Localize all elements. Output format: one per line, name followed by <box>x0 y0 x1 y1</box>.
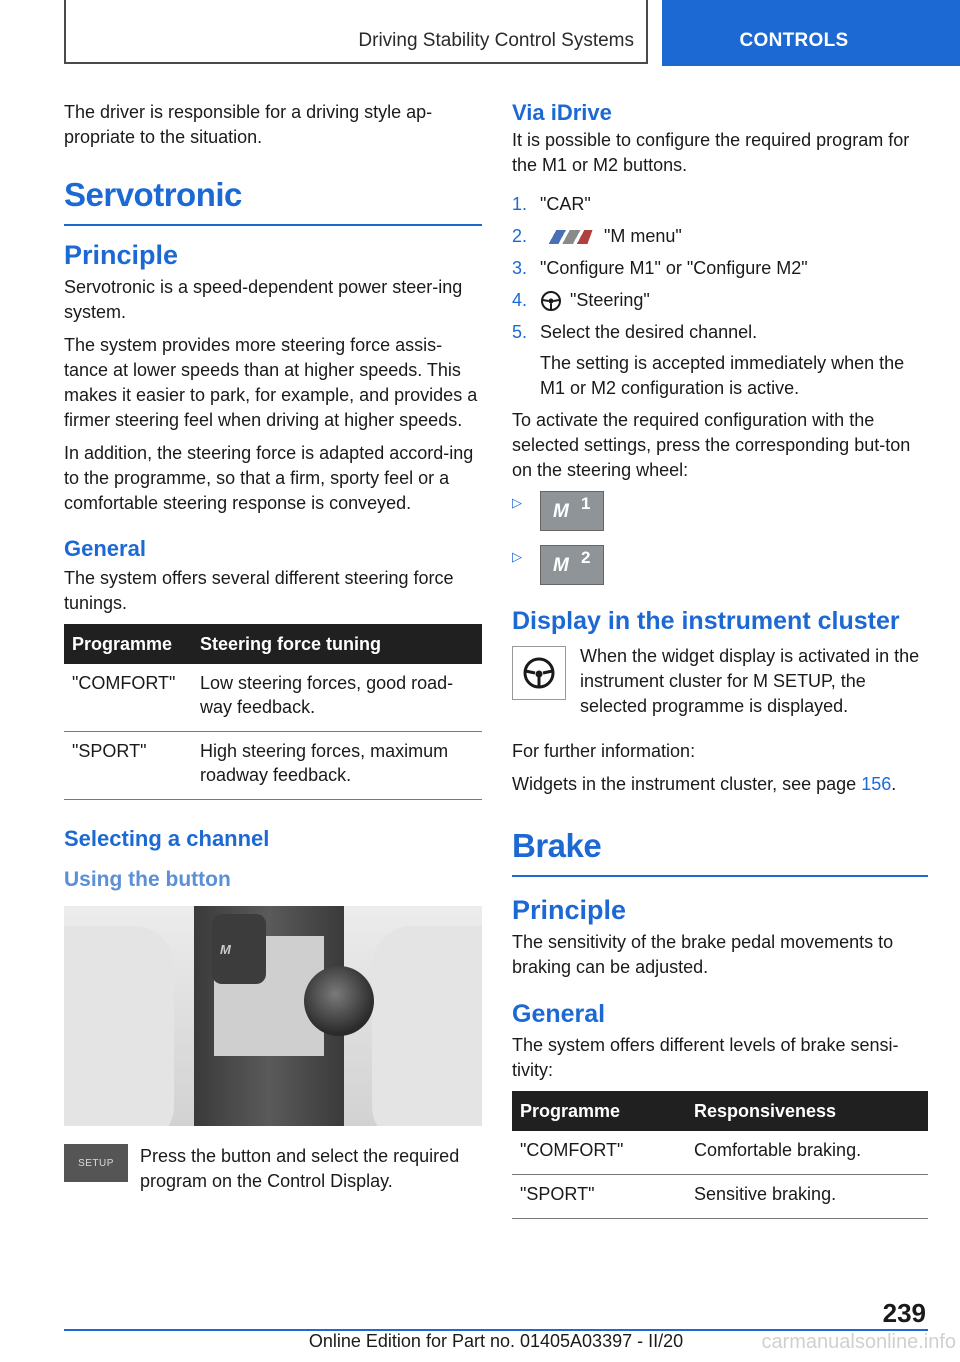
table-cell: Comfortable braking. <box>686 1131 928 1175</box>
m-button-list <box>512 491 928 585</box>
header-section-box <box>64 0 648 64</box>
photo-idrive-controller <box>304 966 374 1036</box>
heading-via-idrive: Via iDrive <box>512 100 612 125</box>
brake-responsiveness-table <box>512 1091 928 1219</box>
m2-button-icon <box>540 545 604 585</box>
heading-general: General <box>64 536 146 561</box>
step-text: "M menu" <box>604 226 682 246</box>
step-text: "CAR" <box>540 194 591 214</box>
table-row <box>512 1175 928 1219</box>
table-header-programme: Programme <box>64 624 192 664</box>
heading-servotronic: Servotronic <box>64 176 242 213</box>
photo-seat-right <box>372 926 482 1126</box>
steering-wheel-icon <box>512 646 566 700</box>
via-idrive-text: It is possible to configure the required program for the M1 or M2 buttons. <box>512 130 910 175</box>
list-item <box>512 320 928 345</box>
table-header-row <box>512 1091 928 1131</box>
heading-principle: Principle <box>64 240 179 270</box>
page-number: 239 <box>882 1298 926 1328</box>
header-chapter-tab <box>662 0 960 66</box>
general-text: The system offers several different steering force tunings. <box>64 568 454 613</box>
m2-number: 2 <box>581 548 591 567</box>
table-cell: "COMFORT" <box>512 1131 686 1175</box>
header-chapter-label: CONTROLS <box>739 30 849 51</box>
table-cell: High steering forces, maximum roadway feedback. <box>192 732 482 800</box>
cluster-info <box>512 644 928 727</box>
step-number: 5. <box>512 322 528 342</box>
step-number: 4. <box>512 290 528 310</box>
list-item <box>512 288 928 313</box>
heading-selecting-channel: Selecting a channel <box>64 826 270 851</box>
step-text: "Steering" <box>570 290 650 310</box>
table-row <box>512 1131 928 1175</box>
triangle-bullet-icon: ▷ <box>512 495 522 510</box>
principle-text-3: In addition, the steering force is adapted accord-ing to the programme, so that a firm, sporty feel or a comfortable steering response is conveyed. <box>64 443 474 513</box>
table-cell: Low steering forces, good road-way feedback. <box>192 664 482 732</box>
setup-text: Press the button and select the required program on the Control Display. <box>140 1146 460 1191</box>
display-cluster-text: When the widget display is activated in the instrument cluster for M SETUP, the selected programme is displayed. <box>580 646 920 716</box>
triangle-bullet-icon: ▷ <box>512 549 522 564</box>
step-text: Select the desired channel. <box>540 322 758 342</box>
widgets-ref-text: Widgets in the instrument cluster, see page 156. <box>512 774 897 794</box>
photo-seat-left <box>64 926 174 1126</box>
principle-text-1: Servotronic is a speed-dependent power steer-ing system. <box>64 277 463 322</box>
list-item <box>512 224 928 249</box>
heading-principle-brake: Principle <box>512 895 627 925</box>
table-cell: Sensitive braking. <box>686 1175 928 1219</box>
page-reference-link[interactable]: 156 <box>861 774 892 794</box>
list-item <box>512 192 928 217</box>
step-number: 2. <box>512 226 528 246</box>
steering-tuning-table <box>64 624 482 800</box>
principle-text-2: The system provides more steering force assis-tance at lower speeds than at higher speeds. This makes it easier to park, for example, and provides a firmer steering feel when driving at higher speeds. <box>64 335 478 430</box>
m1-letter: M <box>553 501 569 522</box>
steering-wheel-icon <box>540 290 562 312</box>
table-header-row <box>64 624 482 664</box>
photo-gear-selector <box>212 914 266 984</box>
m-stripes-icon <box>541 230 592 244</box>
photo-m-badge: M <box>220 942 231 957</box>
heading-using-button: Using the button <box>64 868 231 891</box>
step5-note: The setting is accepted immediately when the M1 or M2 configuration is active. <box>540 353 905 398</box>
header-section-title: Driving Stability Control Systems <box>358 30 634 51</box>
list-item <box>512 491 928 531</box>
activate-text: To activate the required configuration with the selected settings, press the corresponding but-ton on the steering wheel: <box>512 410 911 480</box>
list-item <box>512 256 928 281</box>
heading-general-brake: General <box>512 1000 606 1028</box>
table-cell: "SPORT" <box>64 732 192 800</box>
setup-button-row <box>64 1144 482 1202</box>
m1-number: 1 <box>581 494 591 513</box>
step-text: "Configure M1" or "Configure M2" <box>540 258 808 278</box>
intro-text: The driver is responsible for a driving style ap-propriate to the situation. <box>64 102 433 147</box>
left-column <box>64 100 482 1202</box>
footer-watermark: carmanualsonline.info <box>761 1331 956 1353</box>
center-console-photo <box>64 906 482 1126</box>
further-info-text: For further information: <box>512 741 696 761</box>
heading-rule <box>512 875 928 877</box>
brake-principle-text: The sensitivity of the brake pedal movements to braking can be adjusted. <box>512 932 894 977</box>
table-header-responsiveness: Responsiveness <box>686 1091 928 1131</box>
widgets-ref-label: Widgets in the instrument cluster, see page <box>512 774 862 794</box>
m1-button-icon <box>540 491 604 531</box>
m2-letter: M <box>553 555 569 576</box>
table-row <box>64 732 482 800</box>
setup-button-icon: SETUP <box>64 1144 128 1182</box>
table-row <box>64 664 482 732</box>
step-number: 1. <box>512 194 528 214</box>
heading-brake: Brake <box>512 827 602 864</box>
brake-general-text: The system offers different levels of brake sensi-tivity: <box>512 1035 899 1080</box>
list-item <box>512 545 928 585</box>
idrive-steps <box>512 192 928 345</box>
footer-edition: Online Edition for Part no. 01405A03397 - II/20 <box>308 1331 684 1351</box>
table-header-programme: Programme <box>512 1091 686 1131</box>
heading-rule <box>64 224 482 226</box>
heading-display-cluster: Display in the instrument cluster <box>512 607 900 635</box>
table-header-tuning: Steering force tuning <box>192 624 482 664</box>
table-cell: "COMFORT" <box>64 664 192 732</box>
step-number: 3. <box>512 258 528 278</box>
table-cell: "SPORT" <box>512 1175 686 1219</box>
right-column <box>512 100 928 1219</box>
